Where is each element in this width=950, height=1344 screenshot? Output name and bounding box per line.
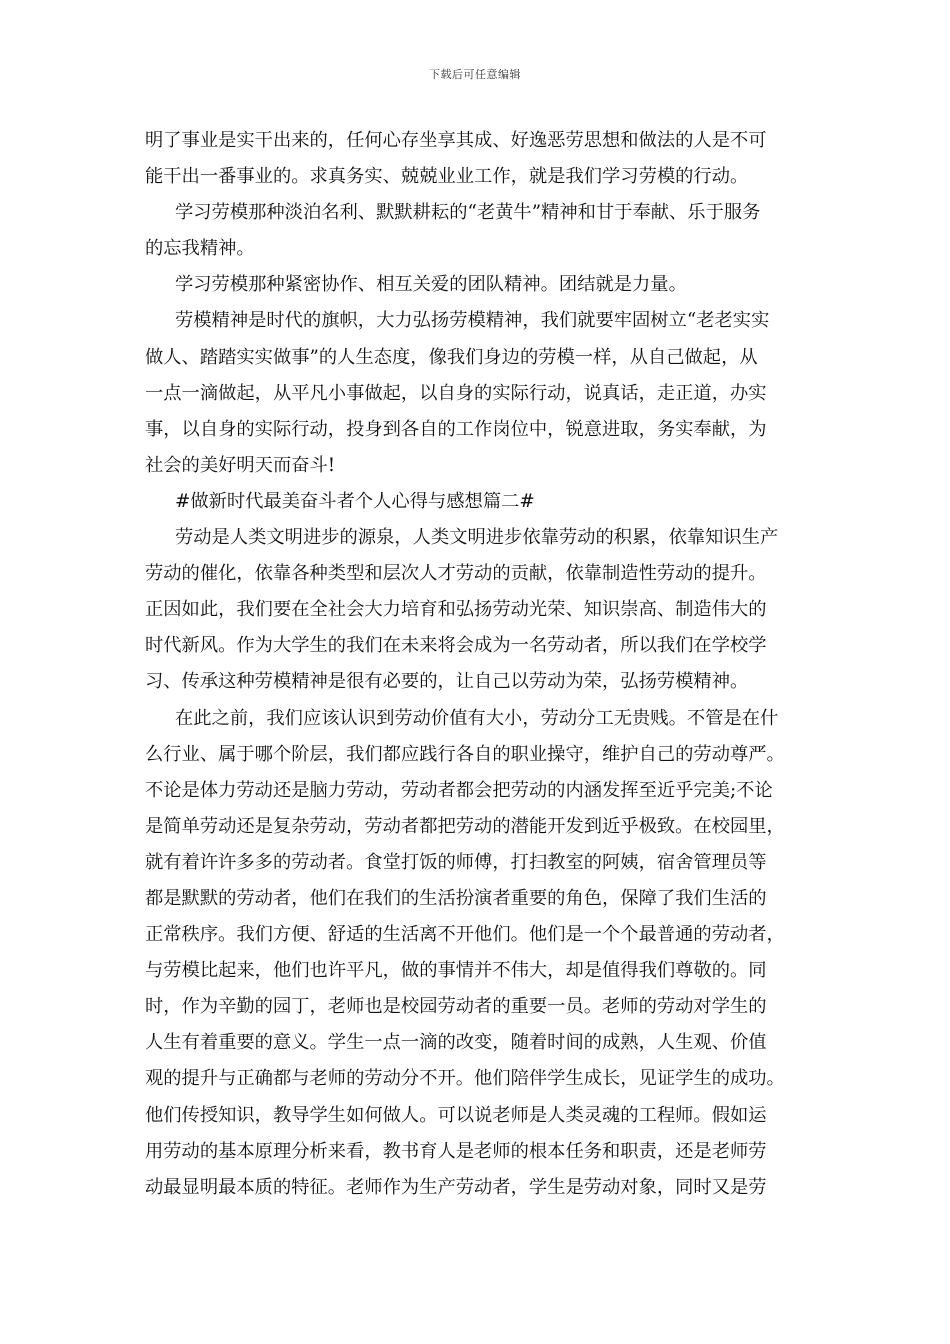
text-line: 是简单劳动还是复杂劳动，劳动者都把劳动的潜能开发到近乎极致。在校园里， bbox=[145, 815, 785, 837]
text-line: 做人、踏踏实实做事”的人生态度，像我们身边的劳模一样，从自己做起，从 bbox=[145, 346, 758, 368]
text-line: 明了事业是实干出来的，任何心存坐享其成、好逸恶劳思想和做法的人是不可 bbox=[145, 130, 767, 151]
text-line: 都是默默的劳动者，他们在我们的生活扮演者重要的角色，保障了我们生活的 bbox=[145, 887, 767, 909]
text-line: 能干出一番事业的。求真务实、兢兢业业工作，就是我们学习劳模的行动。 bbox=[145, 166, 749, 188]
text-line: 社会的美好明天而奋斗! bbox=[145, 454, 336, 476]
text-line: 学习劳模那种紧密协作、相互关爱的团队精神。团结就是力量。 bbox=[175, 274, 687, 296]
text-line: 学习劳模那种淡泊名利、默默耕耘的“老黄牛”精神和甘于奉献、乐于服务 bbox=[175, 202, 761, 224]
page-header: 下载后可任意编辑 bbox=[429, 68, 521, 81]
text-line: 人生有着重要的意义。学生一点一滴的改变，随着时间的成熟，人生观、价值 bbox=[145, 1032, 767, 1054]
text-line: 劳动是人类文明进步的源泉，人类文明进步依靠劳动的积累，依靠知识生产 bbox=[175, 527, 779, 549]
text-line: 么行业、属于哪个阶层，我们都应践行各自的职业操守，维护自己的劳动尊严。 bbox=[145, 743, 785, 765]
text-line: 动最显明最本质的特征。老师作为生产劳动者，学生是劳动对象，同时又是劳 bbox=[145, 1176, 767, 1198]
text-line: 一点一滴做起，从平凡小事做起，以自身的实际行动，说真话，走正道，办实 bbox=[145, 382, 767, 404]
text-line: 劳动的催化，依靠各种类型和层次人才劳动的贡献，依靠制造性劳动的提升。 bbox=[145, 563, 767, 585]
text-line: 就有着许许多多的劳动者。食堂打饭的师傅，打扫教室的阿姨，宿舍管理员等 bbox=[145, 851, 767, 873]
text-line: 他们传授知识，教导学生如何做人。可以说老师是人类灵魂的工程师。假如运 bbox=[145, 1104, 767, 1126]
text-line: 不论是体力劳动还是脑力劳动，劳动者都会把劳动的内涵发挥至近乎完美;不论 bbox=[145, 779, 773, 801]
text-line: 时，作为辛勤的园丁，老师也是校园劳动者的重要一员。老师的劳动对学生的 bbox=[145, 996, 767, 1018]
text-line: 劳模精神是时代的旗帜，大力弘扬劳模精神，我们就要牢固树立“老老实实 bbox=[175, 310, 770, 332]
text-line: 与劳模比起来，他们也许平凡，做的事情并不伟大，却是值得我们尊敬的。同 bbox=[145, 960, 767, 982]
text-line: 正常秩序。我们方便、舒适的生活离不开他们。他们是一个个最普通的劳动者， bbox=[145, 924, 785, 946]
text-line: 用劳动的基本原理分析来看，教书育人是老师的根本任务和职责，还是老师劳 bbox=[145, 1140, 767, 1162]
text-line: 观的提升与正确都与老师的劳动分不开。他们陪伴学生成长，见证学生的成功。 bbox=[145, 1068, 785, 1090]
text-line: 时代新风。作为大学生的我们在未来将会成为一名劳动者，所以我们在学校学 bbox=[145, 635, 767, 657]
text-line: 习、传承这种劳模精神是很有必要的，让自己以劳动为荣，弘扬劳模精神。 bbox=[145, 671, 749, 693]
text-line: 在此之前，我们应该认识到劳动价值有大小，劳动分工无贵贱。不管是在什 bbox=[175, 707, 779, 729]
text-line: 的忘我精神。 bbox=[145, 238, 255, 260]
document-body bbox=[145, 123, 810, 1206]
text-line: 正因如此，我们要在全社会大力培育和弘扬劳动光荣、知识崇高、制造伟大的 bbox=[145, 599, 767, 621]
text-line: 事，以自身的实际行动，投身到各自的工作岗位中，锐意进取，务实奉献，为 bbox=[145, 418, 767, 440]
text-line: #做新时代最美奋斗者个人心得与感想篇二# bbox=[175, 490, 535, 512]
